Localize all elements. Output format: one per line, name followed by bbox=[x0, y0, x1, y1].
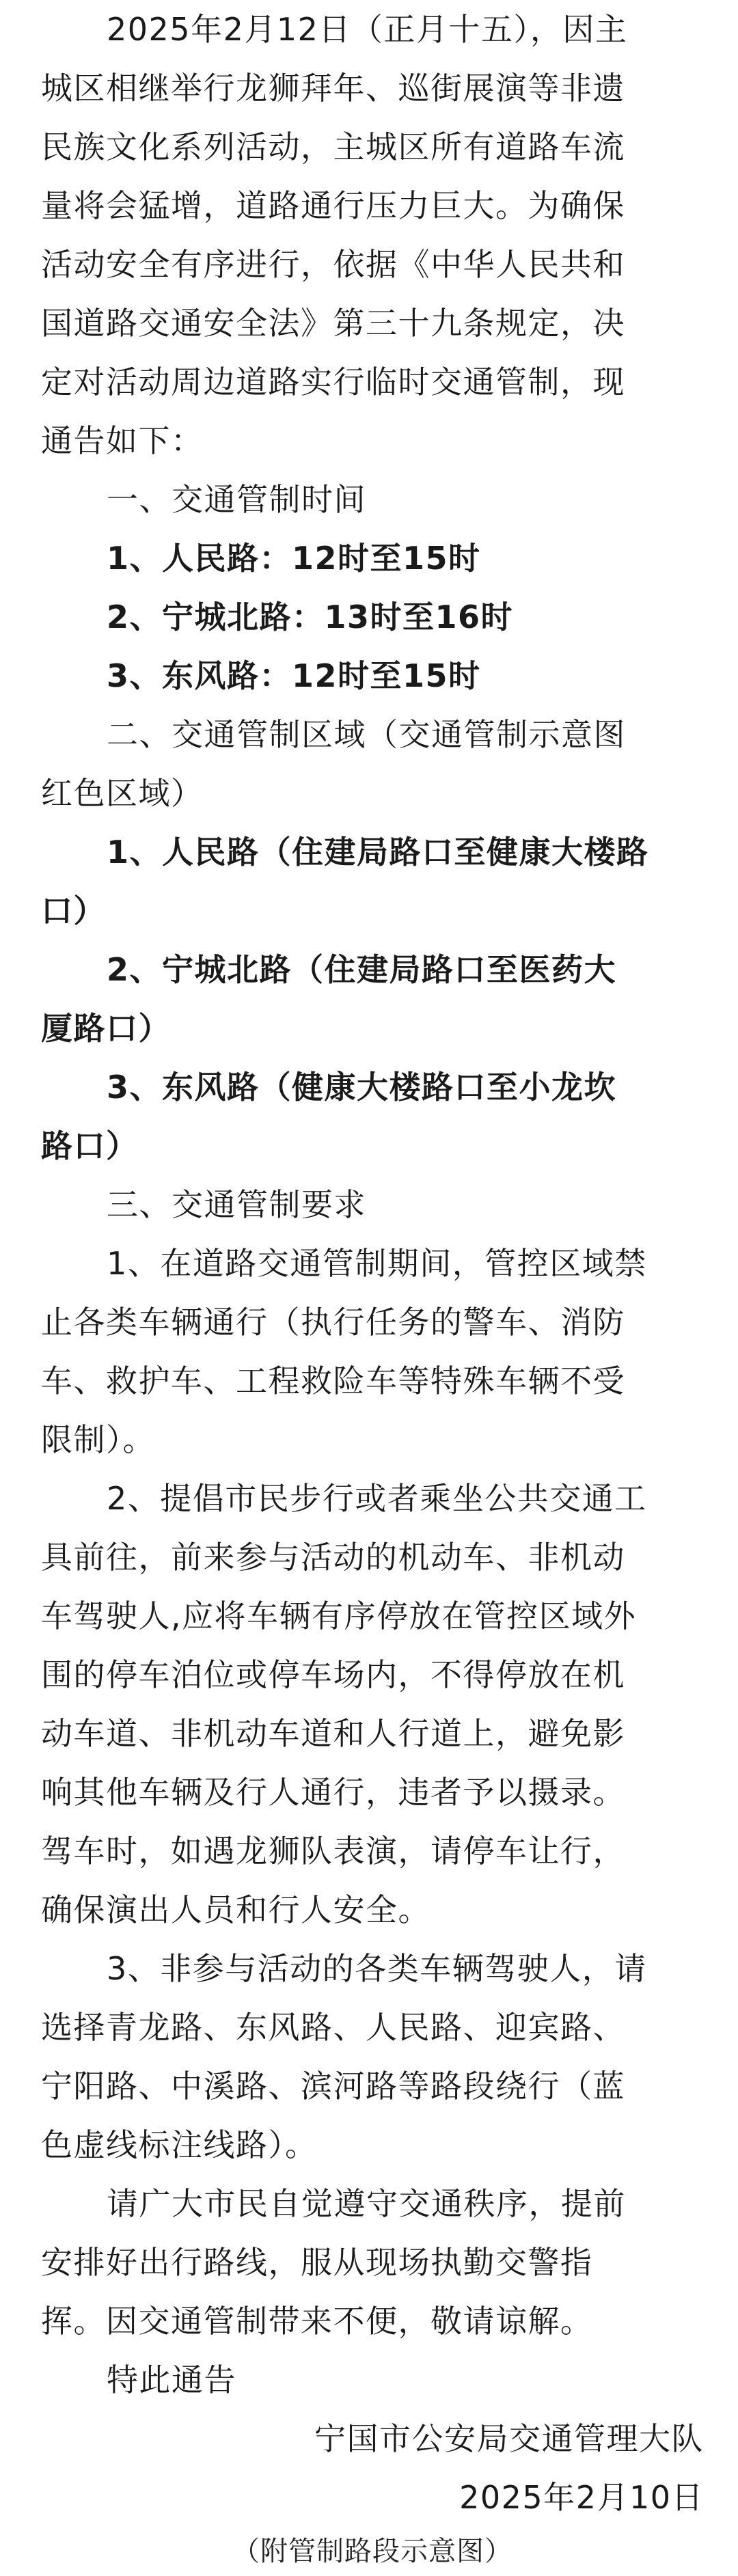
notice-line: 宁阳路、中溪路、滨河路等路段绕行（蓝 bbox=[41, 2068, 625, 2105]
notice-line: 3、东风路：12时至15时 bbox=[107, 657, 481, 694]
map-caption: （附管制路段示意图） bbox=[232, 2536, 512, 2567]
notice-line: 1、在道路交通管制期间，管控区域禁 bbox=[107, 1245, 647, 1282]
notice-line: 口） bbox=[41, 892, 106, 929]
notice-line: 二、交通管制区域（交通管制示意图 bbox=[107, 716, 626, 753]
notice-line: 车驾驶人,应将车辆有序停放在管控区域外 bbox=[41, 1598, 637, 1634]
notice-line: 定对活动周边道路实行临时交通管制，现 bbox=[41, 364, 625, 400]
notice-body bbox=[41, 0, 704, 2409]
notice-document bbox=[41, 0, 704, 2576]
issuer-signature: 宁国市公安局交通管理大队 bbox=[314, 2420, 704, 2457]
notice-line: 请广大市民自觉遵守交通秩序，提前 bbox=[107, 2185, 626, 2222]
notice-line: 厦路口） bbox=[41, 1010, 171, 1047]
notice-line: 量将会猛增，道路通行压力巨大。为确保 bbox=[41, 187, 625, 224]
notice-line: 具前往，前来参与活动的机动车、非机动 bbox=[41, 1539, 625, 1576]
notice-line: 2025年2月12日（正月十五），因主 bbox=[107, 11, 628, 48]
notice-line: 2、提倡市民步行或者乘坐公共交通工 bbox=[107, 1480, 647, 1517]
notice-line: 特此通告 bbox=[107, 2361, 236, 2398]
notice-line: 民族文化系列活动，主城区所有道路车流 bbox=[41, 128, 625, 165]
notice-line: 2、宁城北路：13时至16时 bbox=[107, 599, 514, 635]
notice-line: 驾车时，如遇龙狮队表演，请停车让行， bbox=[41, 1833, 625, 1869]
notice-line: 城区相继举行龙狮拜年、巡街展演等非遗 bbox=[41, 70, 625, 107]
notice-line: 挥。因交通管制带来不便，敬请谅解。 bbox=[41, 2303, 593, 2340]
notice-line: 通告如下： bbox=[41, 422, 204, 459]
notice-line: 1、人民路（住建局路口至健康大楼路 bbox=[107, 834, 649, 871]
notice-line: 确保演出人员和行人安全。 bbox=[41, 1891, 430, 1928]
notice-line: 安排好出行路线，服从现场执勤交警指 bbox=[41, 2244, 593, 2281]
notice-line: 3、东风路（健康大楼路口至小龙坎 bbox=[107, 1069, 617, 1106]
notice-line: 2、宁城北路（住建局路口至医药大 bbox=[107, 951, 617, 988]
notice-line: 三、交通管制要求 bbox=[107, 1186, 366, 1223]
notice-line: 围的停车泊位或停车场内，不得停放在机 bbox=[41, 1656, 625, 1693]
notice-line: 一、交通管制时间 bbox=[107, 481, 366, 518]
notice-line: 止各类车辆通行（执行任务的警车、消防 bbox=[41, 1304, 625, 1341]
notice-line: 响其他车辆及行人通行，违者予以摄录。 bbox=[41, 1774, 625, 1811]
notice-line: 3、非参与活动的各类车辆驾驶人，请 bbox=[107, 1950, 647, 1987]
notice-line: 活动安全有序进行，依据《中华人民共和 bbox=[41, 246, 625, 283]
notice-line: 车、救护车、工程救险车等特殊车辆不受 bbox=[41, 1362, 625, 1399]
notice-line: 色虚线标注线路）。 bbox=[41, 2126, 318, 2163]
issue-date: 2025年2月10日 bbox=[459, 2479, 704, 2516]
notice-line: 路口） bbox=[41, 1127, 139, 1164]
notice-line: 红色区域） bbox=[41, 775, 204, 812]
notice-line: 选择青龙路、东风路、人民路、迎宾路、 bbox=[41, 2009, 625, 2046]
notice-line: 限制）。 bbox=[41, 1421, 155, 1458]
notice-line: 动车道、非机动车道和人行道上，避免影 bbox=[41, 1715, 625, 1752]
notice-line: 国道路交通安全法》第三十九条规定，决 bbox=[41, 305, 625, 342]
notice-line: 1、人民路：12时至15时 bbox=[107, 540, 481, 577]
